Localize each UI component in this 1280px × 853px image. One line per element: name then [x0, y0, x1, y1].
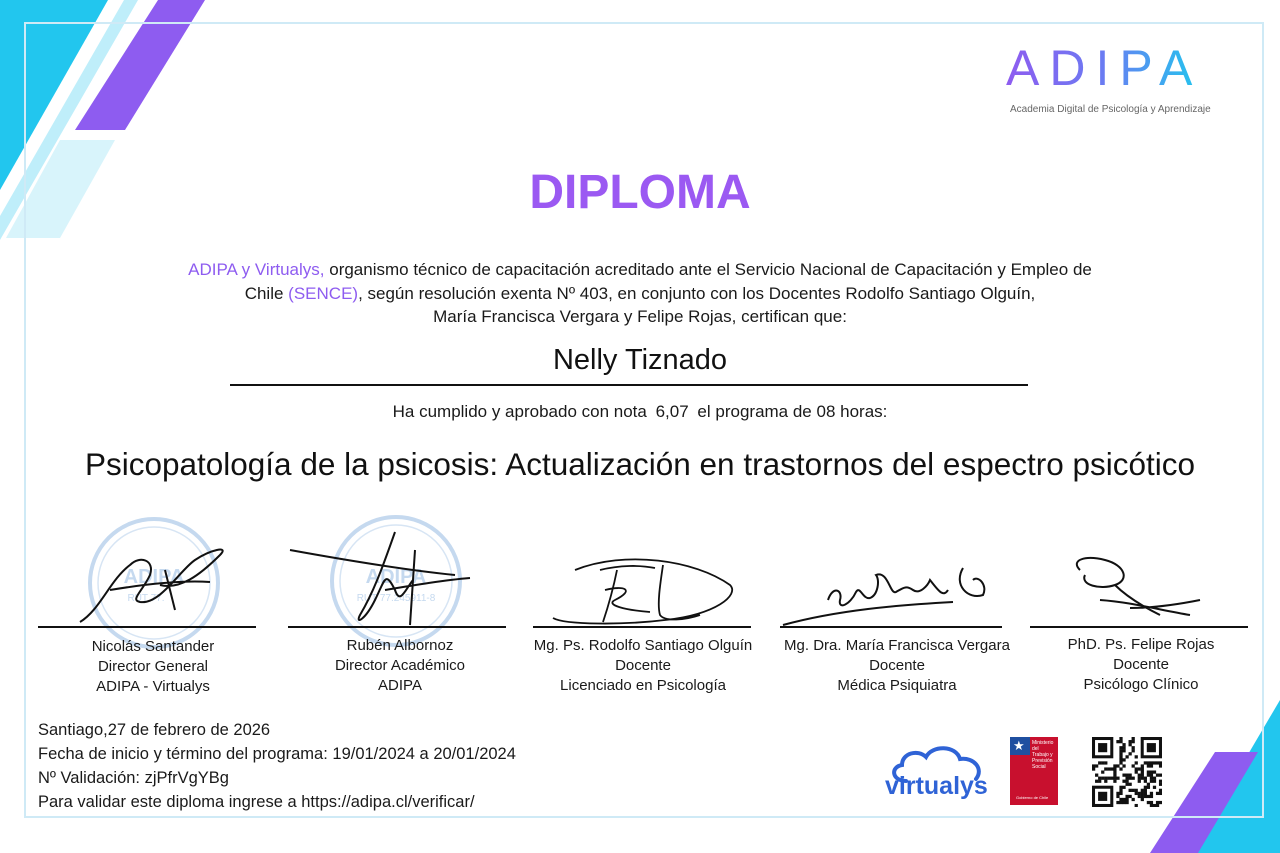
completion-statement [0, 402, 1280, 422]
signatory-3 [512, 636, 774, 696]
recipient-underline [230, 384, 1028, 386]
adipa-logo-subtitle: Academia Digital de Psicología y Aprendizaje [1010, 104, 1211, 115]
ministry-line-1: Ministerio del [1032, 740, 1054, 752]
signature-albornoz [285, 530, 485, 630]
stamp-1-rut: RUT 77. [127, 593, 165, 604]
course-title: Psicopatología de la psicosis: Actualización en trastornos del espectro psicótico [84, 446, 1196, 482]
signatory-2-name: Rubén Albornoz [346, 637, 454, 654]
qr-code[interactable] [1092, 737, 1162, 807]
signatory-4 [762, 636, 1032, 696]
signatory-4-role: Docente [869, 657, 925, 674]
signature-rojas [1060, 530, 1210, 630]
footer-info [38, 718, 516, 814]
signatory-4-org: Médica Psiquiatra [837, 677, 957, 694]
signature-line-2 [288, 626, 506, 628]
completion-prefix: Ha cumplido y aprobado con nota [392, 402, 647, 421]
intro-line2-start: Chile [244, 283, 289, 303]
ministry-line-4: Social [1032, 764, 1046, 770]
intro-sence: (SENCE) [288, 283, 359, 303]
intro-line3: María Francisca Vergara y Felipe Rojas, certifican que: [433, 307, 847, 326]
signatory-2-role: Director Académico [334, 657, 466, 674]
ministry-line-3: Previsión [1032, 758, 1053, 764]
program-dates: Fecha de inicio y término del programa: 19/01/2024 a 20/01/2024 [38, 745, 516, 763]
intro-org: ADIPA y Virtualys, [188, 260, 325, 279]
virtualys-logo: virtualys [885, 772, 988, 800]
signatory-5 [1016, 635, 1266, 695]
signature-olguin [545, 530, 745, 630]
signatory-2 [275, 636, 525, 696]
signature-santander [70, 530, 240, 630]
stamp-2-rut: RUT 77.245911-8 [356, 593, 436, 604]
signatory-4-name: Mg. Dra. María Francisca Vergara [784, 637, 1010, 654]
signatory-3-role: Docente [615, 657, 671, 674]
signature-line-5 [1030, 626, 1248, 628]
completion-suffix: el programa de 08 horas: [697, 402, 888, 421]
adipa-logo: ADIPA [1006, 40, 1203, 96]
signatory-5-name: PhD. Ps. Felipe Rojas [1067, 636, 1215, 653]
signature-line-3 [533, 626, 751, 628]
intro-line1: organismo técnico de capacitación acreditado ante el Servicio Nacional de Capacitación y Empleo de [324, 260, 1092, 279]
stamp-2-text: ADIPA [365, 566, 427, 588]
signature-line-4 [780, 626, 1002, 628]
recipient-name: Nelly Tiznado [552, 344, 728, 376]
completion-grade: 6,07 [655, 402, 689, 421]
signatory-5-org: Psicólogo Clínico [1083, 676, 1199, 693]
diploma-title: DIPLOMA [529, 166, 751, 219]
gobierno-label: Gobierno de Chile [1016, 795, 1049, 800]
intro-paragraph [100, 258, 1180, 329]
verify-instructions: Para validar este diploma ingrese a https://adipa.cl/verificar/ [38, 793, 475, 811]
star-icon: ★ [1013, 738, 1025, 753]
place-date: Santiago,27 de febrero de 2026 [38, 721, 271, 739]
signatory-3-org: Licenciado en Psicología [560, 677, 726, 694]
ministry-line-2: Trabajo y [1032, 752, 1053, 758]
ministry-name [1032, 740, 1058, 770]
signatory-3-name: Mg. Ps. Rodolfo Santiago Olguín [533, 637, 753, 654]
signatory-1-role: Director General [97, 658, 209, 675]
signature-line-1 [38, 626, 256, 628]
signatory-5-role: Docente [1113, 656, 1169, 673]
signatory-1 [28, 637, 278, 697]
intro-line2: , según resolución exenta Nº 403, en conjunto con los Docentes Rodolfo Santiago Olguín, [358, 283, 1036, 303]
signatory-1-org: ADIPA - Virtualys [96, 678, 210, 695]
validation-code: Nº Validación: zjPfrVgYBg [38, 769, 229, 787]
signature-vergara [778, 530, 1003, 630]
stamp-1-text: ADIPA [123, 566, 185, 588]
signatory-1-name: Nicolás Santander [91, 638, 215, 655]
signatory-2-org: ADIPA [378, 677, 422, 694]
